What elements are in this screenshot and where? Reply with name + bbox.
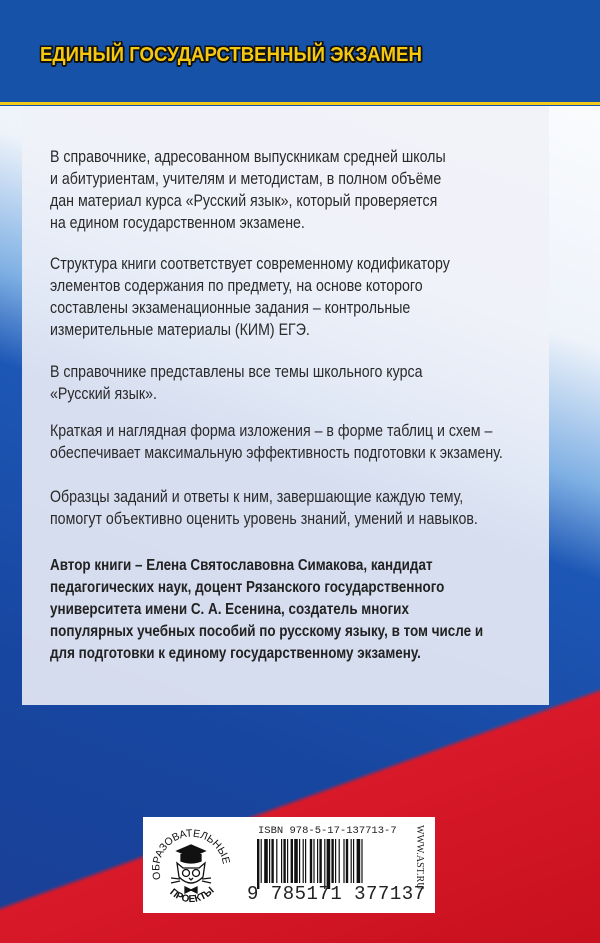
barcode-bar: [283, 839, 285, 883]
barcode-bar: [269, 839, 270, 883]
svg-text:ПРОЕКТЫ: [168, 885, 217, 905]
barcode-bar: [305, 839, 306, 883]
barcode-bar: [313, 839, 314, 883]
text-line: В справочнике представлены все темы школьного курса: [50, 363, 423, 381]
logo-text-top: ОБРАЗОВАТЕЛЬНЫЕ: [150, 827, 232, 881]
barcode-bar: [361, 839, 362, 883]
barcode-bar: [281, 839, 282, 883]
barcode-bar: [351, 839, 352, 883]
text-line: для подготовки к единому государственному экзамену.: [50, 645, 421, 662]
text-line: педагогических наук, доцент Рязанского государственного: [50, 579, 445, 596]
text-line: элементов содержания по предмету, на основе которого: [50, 277, 423, 295]
cat-graduate-icon: [171, 845, 211, 893]
barcode-bar: [353, 839, 354, 883]
barcode-bar: [287, 839, 288, 883]
text-line: и абитуриентам, учителям и методистам, в полном объёме: [50, 170, 442, 188]
barcode-bar: [319, 839, 321, 883]
publisher-logo: [147, 821, 235, 909]
publisher-url: WWW.AST.RU: [414, 825, 425, 890]
text-line: Образцы заданий и ответы к ним, завершающие каждую тему,: [50, 488, 464, 506]
paragraph-5: [50, 486, 478, 530]
paragraph-1: [50, 146, 446, 234]
barcode-digits: 9 785171 377137: [247, 883, 426, 905]
text-line: составлены экзаменационные задания – контрольные: [50, 299, 411, 317]
barcode-bar: [339, 839, 340, 883]
text-line: Краткая и наглядная форма изложения – в форме таблиц и схем –: [50, 422, 493, 440]
text-line: Структура книги соответствует современному кодификатору: [50, 255, 450, 273]
barcode-bar: [335, 839, 336, 883]
barcode-bar: [291, 839, 293, 883]
text-line: помогут объективно оценить уровень знаний, умений и навыков.: [50, 510, 478, 528]
paragraph-2: [50, 253, 450, 341]
paragraph-3: [50, 361, 422, 405]
text-line: Автор книги – Елена Святославовна Симакова, кандидат: [50, 557, 433, 574]
barcode-bar: [264, 839, 268, 883]
barcode-bar: [294, 839, 298, 883]
text-line: «Русский язык».: [50, 385, 157, 403]
barcode-bar: [271, 839, 273, 883]
series-title: ЕДИНЫЙ ГОСУДАРСТВЕННЫЙ ЭКЗАМЕН: [40, 44, 422, 66]
barcode-bar: [346, 839, 348, 883]
barcode-bar: [357, 839, 361, 883]
text-line: университета имени С. А. Есенина, создатель многих: [50, 601, 409, 618]
barcode-bar: [257, 839, 259, 889]
barcode-bar: [299, 839, 300, 883]
barcode-block: [143, 817, 435, 913]
text-line: популярных учебных пособий по русскому языку, в том числе и: [50, 623, 484, 640]
paragraph-4: [50, 420, 503, 464]
barcode-bar: [303, 839, 304, 883]
barcode-bar: [327, 839, 331, 889]
barcode-bar: [331, 839, 333, 883]
barcode-bar: [317, 839, 318, 883]
author-paragraph: [50, 555, 483, 665]
barcode-bar: [324, 839, 325, 889]
barcode-bar: [310, 839, 312, 883]
barcode-bar: [343, 839, 344, 883]
text-line: В справочнике, адресованном выпускникам средней школы: [50, 148, 446, 166]
text-line: дан материал курса «Русский язык», который проверяется: [50, 192, 438, 210]
text-line: измерительные материалы (КИМ) ЕГЭ.: [50, 321, 310, 339]
logo-text-bottom: ПРОЕКТЫ: [167, 885, 217, 906]
text-line: обеспечивает максимальную эффективность подготовки к экзамену.: [50, 444, 503, 462]
barcode-bar: [261, 839, 262, 883]
text-line: на едином государственном экзамене.: [50, 214, 305, 232]
series-header-band: [0, 0, 600, 101]
barcode-bar: [276, 839, 277, 883]
isbn-text: ISBN 978-5-17-137713-7: [258, 825, 397, 837]
